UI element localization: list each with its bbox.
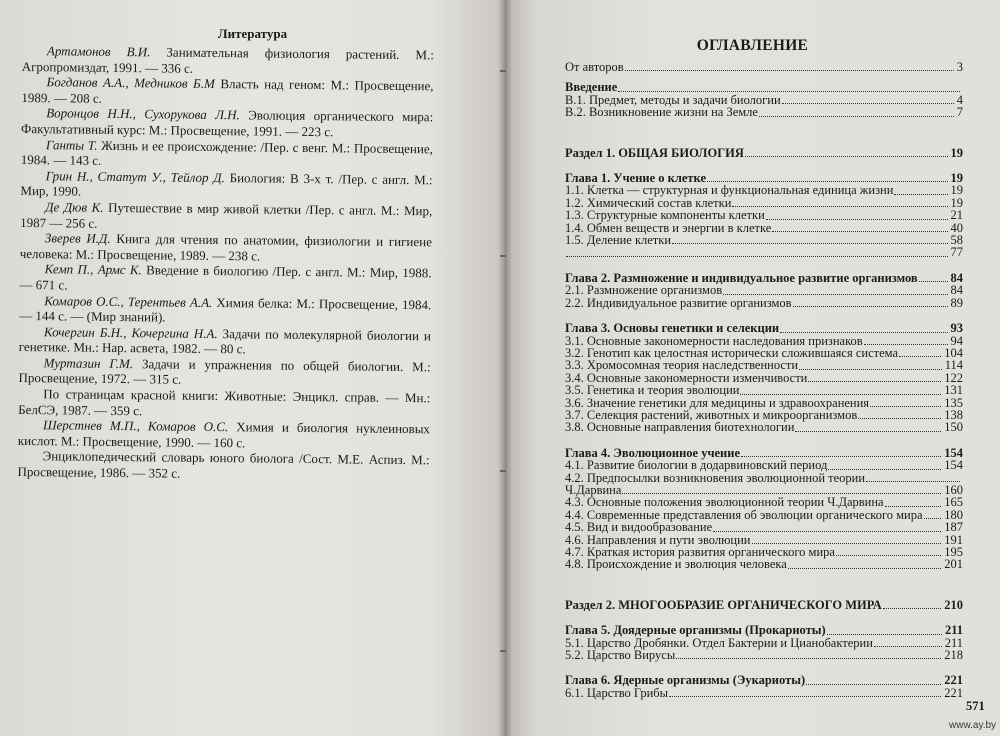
toc-entry-label: 4.3. Основные положения эволюционной теории Ч.Дарвина: [565, 495, 884, 510]
toc-page-number: 21: [950, 208, 963, 223]
toc-leader-dots: [806, 675, 941, 685]
toc-entry-label: В.1. Предмет, методы и задачи биологии: [565, 92, 781, 107]
toc-leader-dots: [924, 509, 942, 519]
toc-entry: [565, 61, 963, 73]
toc-entry: [565, 234, 963, 246]
toc-entry-label: 3.3. Хромосомная теория наследственности: [565, 358, 799, 373]
toc-leader-dots: [618, 82, 960, 92]
toc-page-number: 211: [944, 635, 963, 650]
reference-text: Задачи по молекулярной биологии и генетике. Мн.: Нар. асвета, 1982. — 80 с.: [18, 325, 432, 357]
toc-entry: [565, 558, 963, 570]
reference-text: Биология: В 3-х т. /Пер. с англ. М.: Мир, 1990.: [20, 169, 433, 199]
toc-page-number: 154: [944, 445, 963, 460]
toc-page-number: 154: [944, 458, 963, 473]
watermark: www.ay.by: [949, 720, 997, 731]
toc-entry-label: Глава 4. Эволюционное учение: [565, 445, 741, 460]
reference-author: Грин Н., Статут У., Тейлор Д.: [45, 168, 225, 185]
toc-entry-label: 1.3. Структурные компоненты клетки: [565, 208, 765, 223]
toc-leader-dots: [864, 335, 948, 345]
toc-page-number: 180: [944, 507, 963, 522]
toc-entry-label: 4.7. Краткая история развития органического мира: [565, 545, 835, 559]
reference-author: Шерстнев М.П., Комаров О.С.: [42, 417, 229, 435]
reference-author: Де Дюв К.: [45, 199, 104, 215]
toc-heading: [565, 599, 963, 611]
toc-page-number: 122: [944, 370, 963, 385]
toc-entry: [565, 297, 963, 309]
toc-leader-dots: [669, 687, 941, 697]
toc-leader-dots: [799, 360, 942, 370]
reference-item: [21, 74, 433, 110]
toc-entry-label: 4.1. Развитие биологии в додарвиновский период: [565, 458, 828, 473]
toc-entry-label: 2.2. Индивидуальное развитие организмов: [565, 295, 792, 310]
toc-heading: [565, 674, 963, 686]
toc-entry-label: 3.5. Генетика и теория эволюции: [565, 383, 740, 398]
toc-leader-dots: [723, 285, 947, 295]
toc-leader-dots: [788, 559, 941, 569]
toc-leader-dots: [885, 497, 942, 507]
toc-entry-label: 3.6. Значение генетики для медицины и здравоохранения: [565, 395, 870, 410]
toc-entry-label: 5.1. Царство Дробянки. Отдел Бактерии и Цианобактерии: [565, 635, 873, 650]
toc-leader-dots: [894, 185, 947, 195]
reference-author: Комаров О.С., Терентьев А.А.: [44, 292, 213, 310]
toc-page-number: 195: [944, 545, 963, 559]
reference-text: Химия белка: М.: Просвещение, 1984. — 144 с. — (Мир знаний).: [19, 294, 432, 325]
book-gutter: [498, 0, 512, 736]
reference-text: По страницам красной книги: Животные: Энцикл. справ. — Мн.: БелСЭ, 1987. — 359 с.: [18, 386, 431, 418]
toc-entry-label: 1.1. Клетка — структурная и функциональная единица жизни: [565, 183, 894, 198]
toc-entry: [565, 521, 963, 533]
toc-entry-label: Раздел 2. МНОГООБРАЗИЕ ОРГАНИЧЕСКОГО МИРА: [565, 597, 882, 612]
reference-author: Зверев И.Д.: [44, 230, 111, 247]
toc-entry-label: Глава 2. Размножение и индивидуальное развитие организмов: [565, 270, 918, 285]
toc-page-number: 187: [944, 520, 963, 535]
toc-page-number: 19: [950, 145, 963, 160]
toc-page-number: 114: [944, 358, 963, 373]
toc-leader-dots: [625, 61, 954, 71]
toc-entry-label: Глава 1. Учение о клетке: [565, 171, 706, 186]
toc-entry-label: От авторов: [565, 60, 624, 74]
toc-entry-label: Введение: [565, 80, 618, 95]
reference-text: Книга для чтения по анатомии, физиологии и гигиене человека: М.: Просвещение, 1989. — 238 с.: [19, 231, 433, 264]
toc-page-number: 84: [950, 283, 963, 298]
toc-entry-label: 2.1. Размножение организмов: [565, 283, 723, 298]
toc-page-number: 221: [944, 685, 963, 700]
toc-entry-label: 4.8. Происхождение и эволюция человека: [565, 557, 787, 572]
binding-stitch: [500, 470, 506, 472]
reference-text: Путешествие в мир живой клетки /Пер. с англ. М.: Мир, 1987 — 256 с.: [20, 199, 433, 231]
reference-text: Занимательная физиология растений. М.: Агропромиздат, 1991. — 336 с.: [21, 44, 434, 76]
reference-item: [18, 386, 430, 422]
toc-page-number: 89: [950, 295, 963, 310]
toc-leader-dots: [866, 472, 960, 482]
toc-heading: [565, 322, 963, 334]
reference-text: Энциклопедический словарь юного биолога /Сост. М.Е. Аспиз. М.: Просвещение, 1986. — 352 с.: [17, 448, 430, 481]
toc-page-number: 4: [956, 92, 963, 107]
toc-leader-dots: [793, 297, 948, 307]
toc-page-number: 221: [944, 673, 963, 688]
toc-entry: [565, 184, 963, 196]
toc-entry: [565, 459, 963, 471]
toc-page-number: 58: [950, 233, 963, 248]
toc-leader-dots: [732, 197, 947, 207]
toc-entry: [565, 421, 963, 433]
toc-entry-label: 1.2. Химический состав клетки: [565, 195, 732, 210]
toc-leader-dots: [780, 323, 947, 333]
reference-item: [18, 417, 430, 453]
reference-author: Артамонов В.И.: [46, 43, 151, 60]
toc-leader-dots: [874, 637, 942, 647]
toc-heading: [565, 147, 963, 159]
reference-author: Богданов А.А., Медников Б.М: [46, 74, 215, 92]
binding-stitch: [500, 650, 506, 652]
reference-author: Муртазин Г.М.: [43, 355, 134, 372]
toc-leader-dots: [870, 397, 941, 407]
toc-heading: [565, 81, 963, 93]
toc-leader-dots: [808, 372, 941, 382]
reference-text: Жизнь и ее происхождение: /Пер. с венг. М.: Просвещение, 1984. — 143 с.: [20, 137, 434, 168]
toc-leader-dots: [828, 460, 941, 470]
reference-item: [20, 168, 432, 204]
toc-entry: [565, 284, 963, 296]
toc-leader-dots: [740, 385, 941, 395]
toc-entry-label: Ч.Дарвина: [565, 482, 622, 497]
toc-page-number: 135: [944, 395, 963, 410]
reference-text: Задачи и упражнения по общей биологии. М.: Просвещение, 1972. — 315 с.: [18, 356, 431, 388]
toc-entry-label: 6.1. Царство Грибы: [565, 685, 669, 700]
toc-page-number: 218: [944, 648, 963, 663]
toc-entry-label: 4.2. Предпосылки возникновения эволюционной теории: [565, 470, 866, 485]
toc-page-number: 191: [944, 532, 963, 547]
toc-page-number: 40: [950, 220, 963, 235]
toc-leader-dots: [752, 534, 942, 544]
page-number: 571: [966, 699, 985, 713]
toc-leader-dots: [745, 147, 948, 157]
toc-page-number: 131: [944, 383, 963, 398]
toc-entry: [565, 496, 963, 508]
toc-page-number: 19: [950, 195, 963, 210]
reference-author: Кочергин Б.Н., Кочергина Н.А.: [43, 323, 218, 341]
toc-leader-dots: [827, 625, 942, 635]
right-page: [505, 0, 1000, 736]
toc-entry-label: 1.4. Обмен веществ и энергии в клетке: [565, 220, 772, 235]
references-list: [17, 43, 434, 484]
reference-author: Воронцов Н.Н., Сухорукова Л.Н.: [46, 105, 240, 123]
toc-page-number: 84: [950, 270, 963, 285]
toc-leader-dots: [836, 546, 941, 556]
toc-page-number: 7: [956, 105, 963, 120]
toc-page-number: 104: [944, 345, 963, 360]
toc-page-number: 94: [950, 333, 963, 348]
toc-leader-dots: [676, 649, 941, 659]
reference-item: [20, 230, 432, 266]
toc-page-number: 19: [950, 171, 963, 186]
reference-item: [21, 105, 433, 141]
reference-item: [19, 324, 431, 360]
toc-page-number: 211: [944, 623, 963, 638]
reference-item: [19, 261, 431, 297]
toc-entry: [565, 472, 963, 484]
toc-leader-dots: [899, 347, 941, 357]
toc-page-number: 138: [944, 407, 963, 422]
toc-page-number: 150: [944, 420, 963, 435]
toc-entry-label: 4.4. Современные представления об эволюции органического мира: [565, 507, 923, 522]
toc-leader-dots: [782, 94, 954, 104]
toc-heading: [565, 624, 963, 636]
toc-entry-label: 3.8. Основные направления биотехнологии: [565, 420, 795, 435]
reference-author: Ганты Т.: [45, 136, 98, 153]
toc-entry: [565, 246, 963, 258]
toc-entry: [565, 649, 963, 661]
references-title: Литература: [217, 26, 288, 41]
toc-page-number: 210: [944, 597, 963, 612]
toc-leader-dots: [759, 107, 954, 117]
toc-entry-label: Глава 5. Доядерные организмы (Прокариоты): [565, 623, 826, 638]
toc-leader-dots: [919, 272, 948, 282]
binding-stitch: [500, 255, 506, 257]
table-of-contents: [565, 61, 963, 699]
reference-text: Химия и биология нуклеиновых кислот. М.: Просвещение, 1990. — 160 с.: [17, 419, 431, 451]
toc-entry-label: В.2. Возникновение жизни на Земле: [565, 105, 758, 120]
toc-entry-label: Раздел 1. ОБЩАЯ БИОЛОГИЯ: [565, 145, 744, 160]
toc-entry-label: 1.5. Деление клетки: [565, 233, 672, 248]
toc-entry: [565, 106, 963, 118]
reference-text: Власть над геном: М.: Просвещение, 1989. — 208 с.: [21, 76, 434, 106]
toc-leader-dots: [713, 522, 941, 532]
toc-entry: [565, 359, 963, 371]
toc-entry-label: Глава 6. Ядерные организмы (Эукариоты): [565, 673, 806, 688]
toc-leader-dots: [883, 599, 941, 609]
reference-item: [22, 43, 434, 79]
toc-entry: [565, 687, 963, 699]
toc-leader-dots: [741, 447, 941, 457]
reference-item: [17, 448, 429, 484]
binding-stitch: [500, 70, 506, 72]
reference-text: Введение в биологию /Пер. с англ. М.: Мир, 1988. — 671 с.: [19, 262, 432, 293]
reference-item: [18, 355, 430, 391]
toc-page-number: 19: [950, 183, 963, 198]
toc-page-number: 165: [944, 495, 963, 510]
toc-page-number: 160: [944, 482, 963, 497]
toc-leader-dots: [795, 422, 941, 432]
toc-leader-dots: [566, 247, 948, 257]
toc-leader-dots: [766, 210, 948, 220]
toc-page-number: 93: [950, 321, 963, 336]
toc-page-number: 201: [944, 557, 963, 572]
reference-item: [19, 292, 431, 328]
toc-entry-label: 4.5. Вид и видообразование: [565, 520, 713, 535]
reference-item: [21, 137, 433, 173]
toc-entry-label: 3.1. Основные закономерности наследования признаков: [565, 333, 863, 348]
contents-title: ОГЛАВЛЕНИЕ: [696, 37, 809, 54]
toc-entry: [565, 384, 963, 396]
reference-text: Эволюция органического мира: Факультативный курс: М.: Просвещение, 1991. — 223 с.: [21, 107, 434, 140]
toc-entry-label: 5.2. Царство Вирусы: [565, 648, 676, 663]
toc-leader-dots: [622, 484, 941, 494]
toc-page-number: 77: [950, 245, 963, 260]
toc-leader-dots: [772, 222, 947, 232]
toc-entry-label: Глава 3. Основы генетики и селекции: [565, 321, 780, 336]
toc-entry-label: 3.4. Основные закономерности изменчивости: [565, 370, 808, 385]
toc-entry-label: 3.2. Генотип как целостная исторически сложившаяся система: [565, 345, 899, 360]
toc-entry-label: 4.6. Направления и пути эволюции: [565, 532, 751, 547]
reference-author: Кемп П., Армс К.: [44, 261, 142, 278]
toc-leader-dots: [707, 172, 948, 182]
toc-leader-dots: [672, 234, 947, 244]
toc-page-number: 3: [956, 60, 963, 74]
toc-leader-dots: [858, 409, 941, 419]
toc-entry: [565, 209, 963, 221]
reference-item: [20, 199, 432, 235]
toc-entry-label: 3.7. Селекция растений, животных и микроорганизмов: [565, 407, 858, 422]
